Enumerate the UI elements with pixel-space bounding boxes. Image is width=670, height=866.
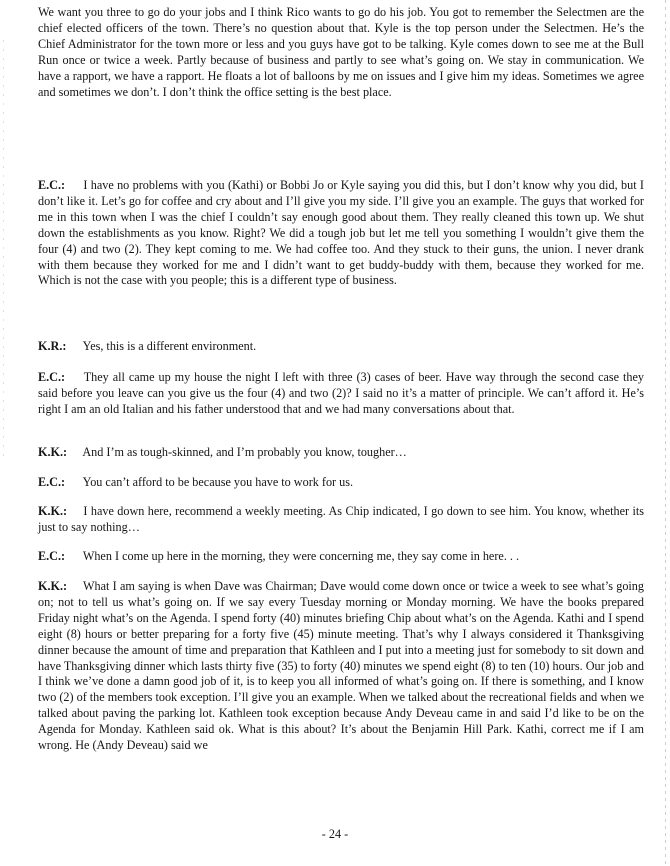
speaker-label: E.C.: xyxy=(38,178,66,192)
paragraph-continuation xyxy=(38,5,644,100)
paragraph-kk xyxy=(38,445,644,461)
paragraph-ec xyxy=(38,370,644,418)
scan-edge-right xyxy=(665,0,666,866)
speaker-label: K.K.: xyxy=(38,445,68,459)
page-number: - 24 - xyxy=(321,827,349,841)
speaker-label: E.C.: xyxy=(38,475,66,489)
paragraph-ec xyxy=(38,178,644,289)
speaker-label: E.C.: xyxy=(38,370,66,384)
paragraph-text: And I’m as tough-skinned, and I’m probably you know, tougher… xyxy=(82,445,407,459)
speaker-label: E.C.: xyxy=(38,549,66,563)
paragraph-text: They all came up my house the night I left with three (3) cases of beer. Have way through the second case they said before you leave can you give us the four (4) and two (2)? I said no it’s a matter of principle. We can’t afford it. He’s right I am an old Italian and his father understood that and we had many conversations about that. xyxy=(38,370,644,416)
paragraph-text: Yes, this is a different environment. xyxy=(82,339,257,353)
paragraph-text: You can’t afford to be because you have to work for us. xyxy=(82,475,354,489)
scan-edge-left xyxy=(3,40,4,460)
paragraph-kr xyxy=(38,339,644,355)
speaker-label: K.K.: xyxy=(38,579,68,593)
paragraph-ec xyxy=(38,549,644,565)
paragraph-text: What I am saying is when Dave was Chairman; Dave would come down once or twice a week to see what’s going on; not to tell us what’s going on. If we say every Tuesday morning or Monday morning. We have the books prepared Friday night what’s on the Agenda. I spend forty (40) minutes briefing Chip about what’s on the Agenda. Kathi and I spend eight (8) hours or better preparing for a forty five (45) minute meeting. That’s why I always considered it Thanksgiving dinner because the amount of time and preparation that Kathleen and I put into a meeting just for somebody to sit down and have Thanksgiving dinner which lasts thirty five (35) to forty (40) minutes we spend eight (8) to ten (10) hours. Our job and I think we’ve done a damn good job of it, is to keep you all informed of what’s going on. If there is something, and I know two (2) of the members took exception. I’ll give you an example. When we talked about the recreational fields and when we talked about paving the parking lot. Kathleen took exception because Andy Deveau came in and said I’d like to be on the Agenda for Monday. Kathleen said ok. What is this about? It’s about the Benjamin Hill Park. Kathi, correct me if I am wrong. He (Andy Deveau) said we xyxy=(38,579,644,753)
paragraph-kk xyxy=(38,579,644,754)
speaker-label: K.K.: xyxy=(38,504,68,518)
paragraph-ec xyxy=(38,475,644,491)
paragraph-text: When I come up here in the morning, they were concerning me, they say come in here. . . xyxy=(82,549,520,563)
paragraph-kk xyxy=(38,504,644,536)
paragraph-text: We want you three to go do your jobs and I think Rico wants to go do his job. You got to remember the Selectmen are the chief elected officers of the town. There’s no question about that. Kyle is the top person under the Selectmen. He’s the Chief Administrator for the town more or less and you guys have got to be talking. Kyle comes down to see me at the Bull Run once or twice a week. Partly because of business and partly to see what’s going on. We stay in communication. We have a rapport, we have a rapport. He floats a lot of balloons by me on issues and I give him my ideas. Sometimes we agree and sometimes we don’t. I don’t think the office setting is the best place. xyxy=(38,5,644,99)
paragraph-text: I have down here, recommend a weekly meeting. As Chip indicated, I go down to see him. You know, whether its just to say nothing… xyxy=(38,504,645,534)
speaker-label: K.R.: xyxy=(38,339,67,353)
paragraph-text: I have no problems with you (Kathi) or Bobbi Jo or Kyle saying you did this, but I don’t know why you did, but I don’t like it. Let’s go for coffee and cry about and I’ll give you my side. I’ll give you an example. The guys that worked for me in this town when I was the chief I couldn’t say enough good about them. They really cleaned this town up. We shut down the establishments as you know. Right? We did a tough job but let me tell you something I wouldn’t give them the four (4) and two (2). They kept coming to me. We had coffee too. And they stuck to their guns, the union. I never drank with them because they worked for me and I didn’t want to get buddy-buddy with them, because they worked for me. Which is not the case with you people; this is a different type of business. xyxy=(38,178,644,288)
